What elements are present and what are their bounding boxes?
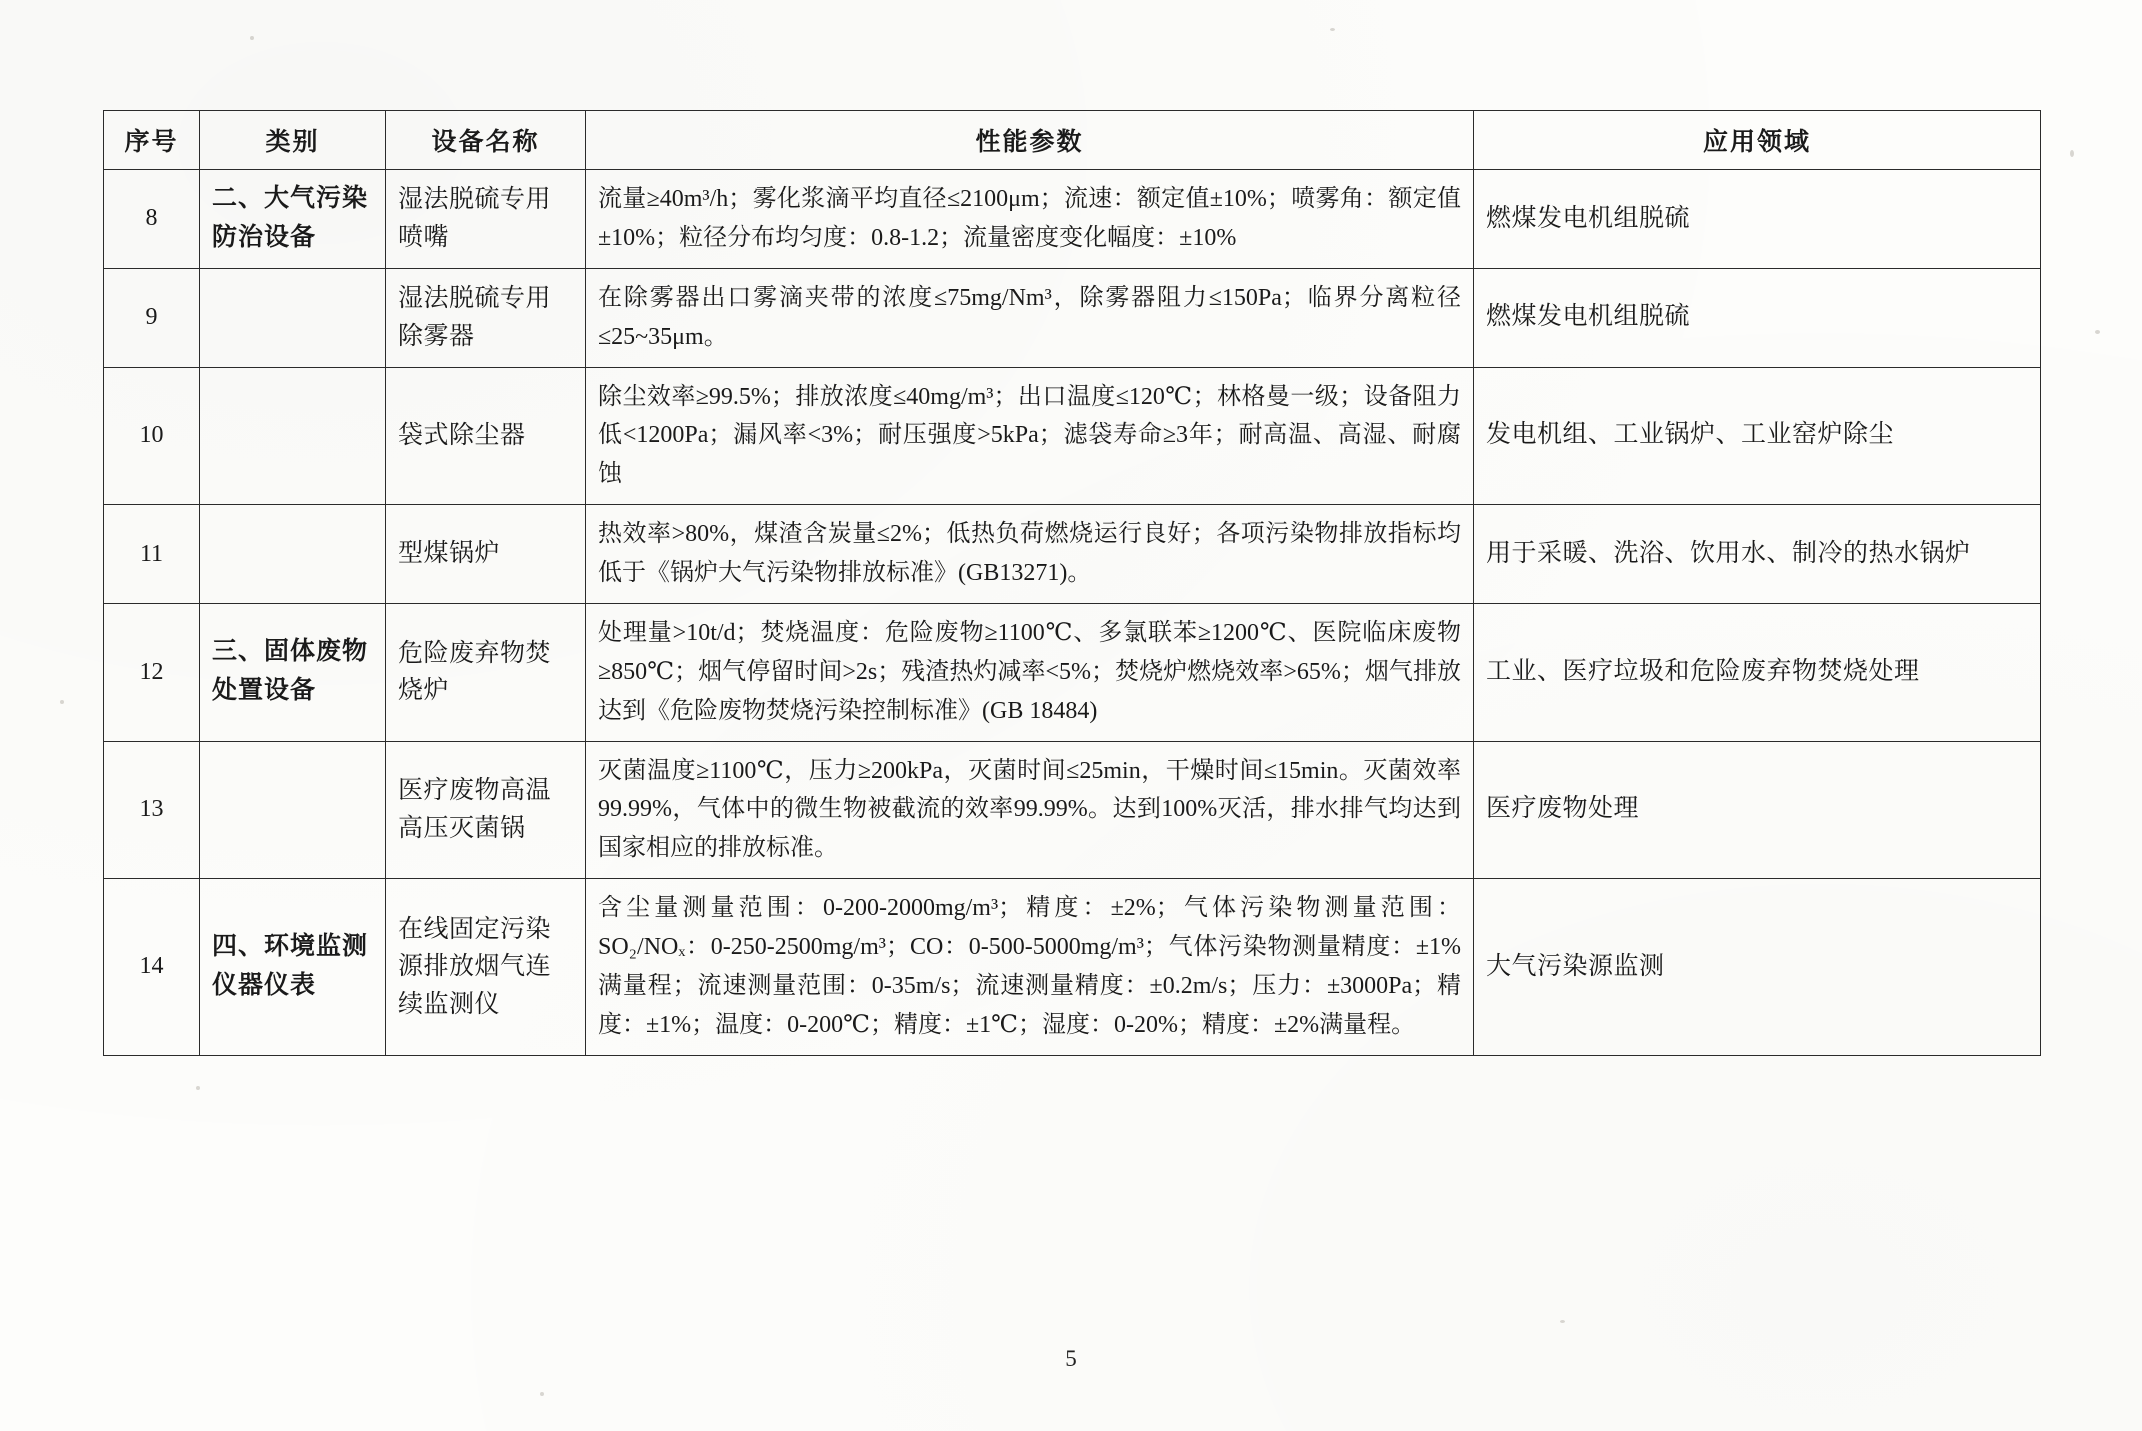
cell-seq: 14	[104, 879, 200, 1056]
scan-speck	[1330, 28, 1335, 31]
scan-speck	[1560, 1320, 1565, 1323]
page-number: 5	[1065, 1346, 1077, 1371]
table-row	[104, 505, 2041, 604]
scan-speck	[60, 700, 64, 704]
cell-seq: 9	[104, 268, 200, 367]
equipment-table-container	[103, 110, 2040, 1056]
column-header-equipment-name: 设备名称	[386, 111, 586, 170]
scan-speck	[2095, 330, 2100, 334]
cell-equipment-name: 袋式除尘器	[386, 367, 586, 505]
table-row	[104, 268, 2041, 367]
cell-equipment-name: 型煤锅炉	[386, 505, 586, 604]
cell-category: 三、固体废物处置设备	[200, 603, 386, 741]
cell-category: 二、大气污染防治设备	[200, 170, 386, 269]
column-header-category: 类别	[200, 111, 386, 170]
cell-application-field: 燃煤发电机组脱硫	[1474, 170, 2041, 269]
cell-equipment-name: 湿法脱硫专用除雾器	[386, 268, 586, 367]
table-header	[104, 111, 2041, 170]
cell-application-field: 大气污染源监测	[1474, 879, 2041, 1056]
cell-equipment-name: 在线固定污染源排放烟气连续监测仪	[386, 879, 586, 1056]
equipment-table	[103, 110, 2041, 1056]
cell-category	[200, 367, 386, 505]
scan-speck	[250, 36, 254, 40]
column-header-application-field: 应用领域	[1474, 111, 2041, 170]
table-row	[104, 741, 2041, 879]
cell-performance: 含尘量测量范围：0-200-2000mg/m³；精度：±2%；气体污染物测量范围：SO₂/NOₓ：0-250-2500mg/m³；CO：0-500-5000mg/m³；气体污染物测量精度：±1%满量程；流速测量范围：0-35m/s；流速测量精度：±0.2m/s；压力：±3000Pa；精度：±1%；温度：0-200℃；精度：±1℃；湿度：0-20%；精度：±2%满量程。	[586, 879, 1474, 1056]
cell-performance: 灭菌温度≥1100℃，压力≥200kPa，灭菌时间≤25min，干燥时间≤15min。灭菌效率99.99%，气体中的微生物被截流的效率99.99%。达到100%灭活，排水排气均达到国家相应的排放标准。	[586, 741, 1474, 879]
table-header-row	[104, 111, 2041, 170]
cell-application-field: 工业、医疗垃圾和危险废弃物焚烧处理	[1474, 603, 2041, 741]
cell-category	[200, 505, 386, 604]
cell-category	[200, 741, 386, 879]
column-header-performance: 性能参数	[586, 111, 1474, 170]
table-row	[104, 367, 2041, 505]
table-row	[104, 879, 2041, 1056]
table-row	[104, 170, 2041, 269]
cell-equipment-name: 湿法脱硫专用喷嘴	[386, 170, 586, 269]
cell-performance: 在除雾器出口雾滴夹带的浓度≤75mg/Nm³，除雾器阻力≤150Pa；临界分离粒径≤25~35μm。	[586, 268, 1474, 367]
cell-seq: 11	[104, 505, 200, 604]
scan-speck	[2070, 150, 2074, 157]
scan-speck	[540, 1392, 544, 1396]
cell-performance: 流量≥40m³/h；雾化浆滴平均直径≤2100μm；流速：额定值±10%；喷雾角：额定值±10%；粒径分布均匀度：0.8-1.2；流量密度变化幅度：±10%	[586, 170, 1474, 269]
cell-application-field: 用于采暖、洗浴、饮用水、制冷的热水锅炉	[1474, 505, 2041, 604]
column-header-seq: 序号	[104, 111, 200, 170]
cell-seq: 10	[104, 367, 200, 505]
cell-application-field: 医疗废物处理	[1474, 741, 2041, 879]
cell-seq: 13	[104, 741, 200, 879]
cell-application-field: 发电机组、工业锅炉、工业窑炉除尘	[1474, 367, 2041, 505]
cell-seq: 12	[104, 603, 200, 741]
cell-equipment-name: 医疗废物高温高压灭菌锅	[386, 741, 586, 879]
cell-performance: 热效率>80%，煤渣含炭量≤2%；低热负荷燃烧运行良好；各项污染物排放指标均低于《锅炉大气污染物排放标准》(GB13271)。	[586, 505, 1474, 604]
cell-category: 四、环境监测仪器仪表	[200, 879, 386, 1056]
table-row	[104, 603, 2041, 741]
cell-category	[200, 268, 386, 367]
table-body	[104, 170, 2041, 1056]
cell-seq: 8	[104, 170, 200, 269]
cell-equipment-name: 危险废弃物焚烧炉	[386, 603, 586, 741]
scan-speck	[196, 1086, 200, 1090]
cell-application-field: 燃煤发电机组脱硫	[1474, 268, 2041, 367]
cell-performance: 除尘效率≥99.5%；排放浓度≤40mg/m³；出口温度≤120℃；林格曼一级；设备阻力低<1200Pa；漏风率<3%；耐压强度>5kPa；滤袋寿命≥3年；耐高温、高湿、耐腐蚀	[586, 367, 1474, 505]
cell-performance: 处理量>10t/d；焚烧温度：危险废物≥1100℃、多氯联苯≥1200℃、医院临床废物≥850℃；烟气停留时间>2s；残渣热灼减率<5%；焚烧炉燃烧效率>65%；烟气排放达到《危险废物焚烧污染控制标准》(GB 18484)	[586, 603, 1474, 741]
